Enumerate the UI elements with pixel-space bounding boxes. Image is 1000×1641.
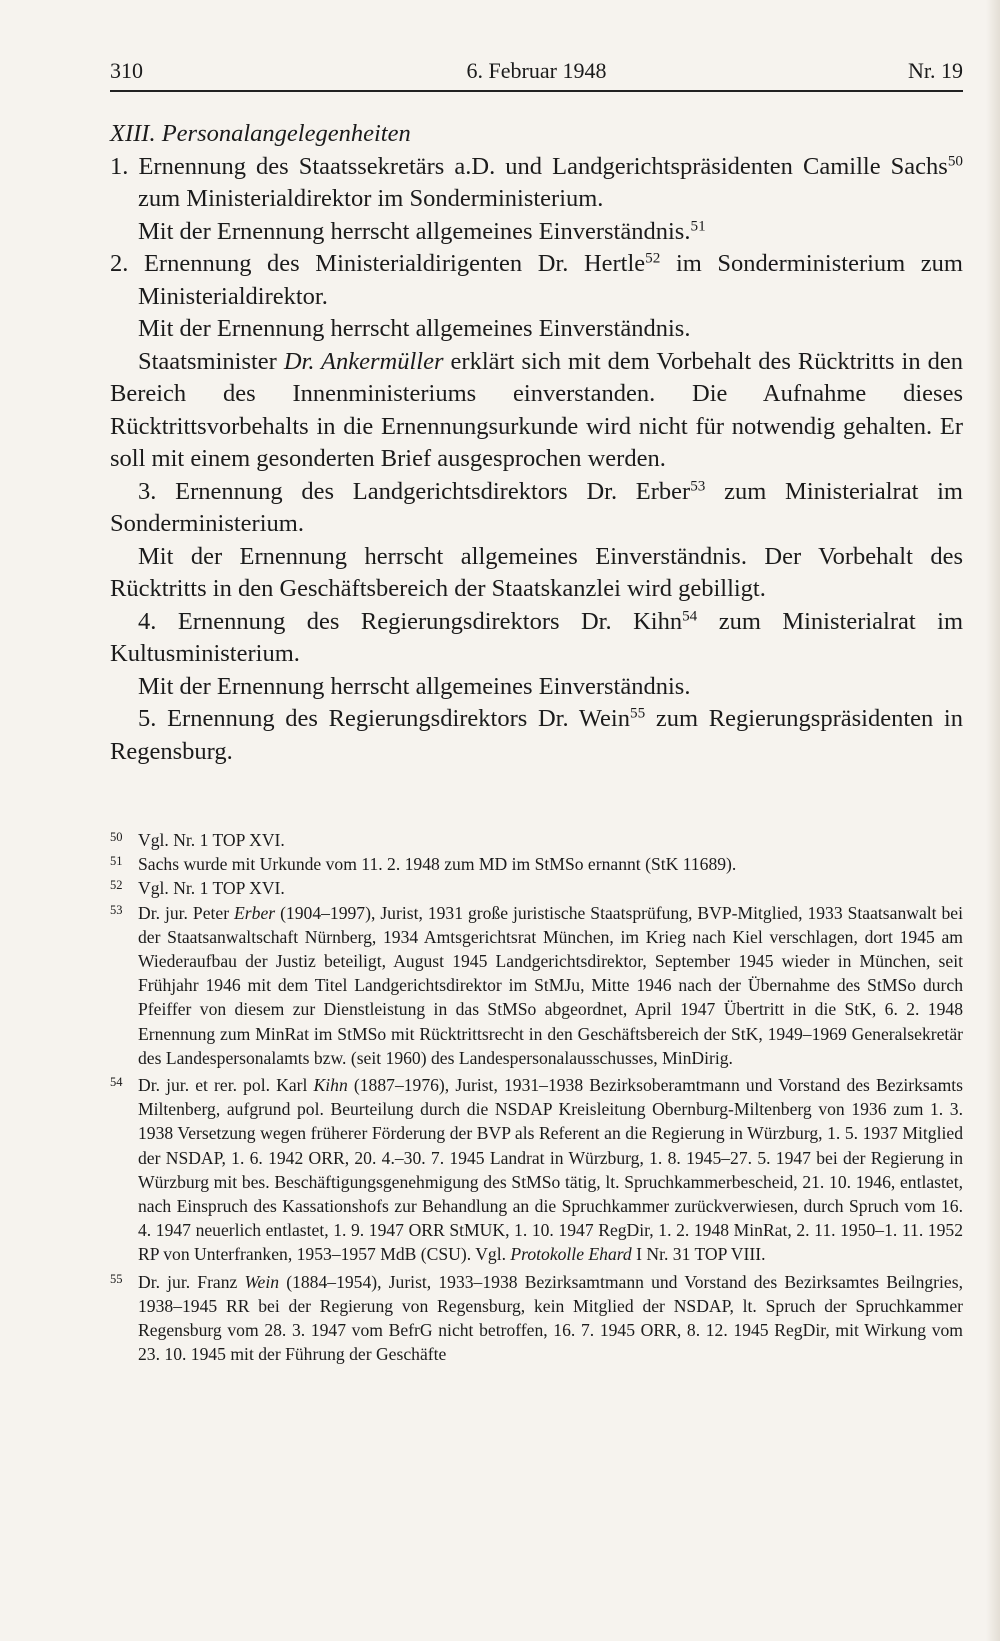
agenda-item-2-result: Mit der Ernennung herrscht allgemeines Einverständnis.: [138, 315, 691, 342]
footnote-54: 54 Dr. jur. et rer. pol. Karl Kihn (1887–1976), Jurist, 1931–1938 Bezirksoberamtmann und Vorstand des Bezirksamts Miltenberg, aufgrund pol. Beurteilung durch die NSDAP Kreisleitung Obernburg-Miltenberg von 1936 zum 1. 3. 1938 Versetzung wegen früherer Förderung der BVP als Referent an die Regierung in Würzburg, 1. 5. 1937 Mitglied der NSDAP, 1. 6. 1942 ORR, 20. 4.–30. 7. 1945 Landrat in Würzburg, 1. 8. 1945–27. 5. 1947 bei der Regierung in Würzburg mit bes. Beschäftigungsgenehmigung des StMSo tätig, lt. Spruchkammerbescheid, 21. 10. 1946, entlastet, nach Einspruch des Kassationshofs zur Behandlung an die Spruchkammer zurückverwiesen, durch Spruch vom 16. 4. 1947 neuerlich entlastet, 1. 9. 1947 ORR StMUK, 1. 10. 1947 RegDir, 1. 2. 1948 MinRat, 2. 11. 1950–1. 11. 1952 RP von Unterfranken, 1953–1957 MdB (CSU). Vgl. Protokolle Ehard I Nr. 31 TOP VIII.: [110, 1075, 963, 1265]
section-title: XIII. Personalangelegenheiten: [110, 120, 411, 147]
footnote-50: 50 Vgl. Nr. 1 TOP XVI.: [110, 830, 285, 850]
page-number: 310: [110, 58, 143, 83]
footnote-51: 51 Sachs wurde mit Urkunde vom 11. 2. 1948 zum MD im StMSo ernannt (StK 11689).: [110, 854, 737, 875]
main-text: [110, 118, 963, 768]
agenda-item-3: 3. Ernennung des Landgerichtsdirektors Dr. Erber$^{53}$ zum Ministerialrat im Sonderministerium.: [110, 477, 963, 537]
footnotes: [110, 828, 963, 1366]
footnote-ref: 53: [690, 477, 706, 495]
footnote-ref: 51: [690, 217, 706, 235]
footnote-52: 52 Vgl. Nr. 1 TOP XVI.: [110, 878, 285, 899]
footnote-ref: 50: [947, 152, 963, 170]
header-date: 6. Februar 1948: [466, 58, 607, 83]
page-edge-shadow: [986, 0, 1000, 1641]
header-rule: [110, 90, 963, 92]
footnote-55: 55 Dr. jur. Franz Wein (1884–1954), Jurist, 1933–1938 Bezirksamtmann und Vorstand des Bezirksamtes Beilngries, 1938–1945 RR bei der Regierung von Regensburg, kein Mitglied der NSDAP, lt. Spruch der Spruchkammer Regensburg vom 28. 3. 1947 vom BefrG nicht betroffen, 16. 7. 1945 ORR, 8. 12. 1945 RegDir, mit Wirkung vom 23. 10. 1945 mit der Führung der Geschäfte: [110, 1271, 963, 1365]
agenda-item-4: 4. Ernennung des Regierungsdirektors Dr. Kihn$^{54}$ zum Ministerialrat im Kultusministerium.: [110, 607, 963, 667]
footnote-53: 53 Dr. jur. Peter Erber (1904–1997), Jurist, 1931 große juristische Staatsprüfung, BVP-Mitglied, 1933 Staatsanwalt bei der Staatsanwaltschaft Nürnberg, 1934 Amtsgerichtsrat München, im Krieg nach Kiel verschlagen, dort 1945 am Wiederaufbau der Justiz beteiligt, August 1945 Landgerichtsdirektor, September 1945 wieder in München, seit Frühjahr 1946 mit dem Titel Landgerichtsdirektor im StMJu, Mitte 1946 nach der Übernahme des StMSo durch Pfeiffer von diesem zur Dienstleistung in das StMSo abgeordnet, April 1947 Übertritt in die StK, 6. 2. 1948 Ernennung zum MinRat im StMSo mit Rücktrittsrecht in den Geschäftsbereich der StK, 1949–1969 Generalsekretär des Landespersonalamts bzw. (seit 1960) des Landespersonalausschusses, MinDirig.: [110, 902, 964, 1068]
agenda-item-1-result: Mit der Ernennung herrscht allgemeines Einverständnis.$^{51}$: [138, 217, 706, 245]
minister-name: Dr. Ankermüller: [283, 347, 444, 375]
agenda-item-2: 2. Ernennung des Ministerialdirigenten Dr. Hertle$^{52}$ im Sonderministerium zum Ministerialdirektor.: [110, 249, 963, 310]
header-issue-number: Nr. 19: [908, 58, 963, 83]
agenda-item-3-result: Mit der Ernennung herrscht allgemeines Einverständnis. Der Vorbehalt des Rücktritts in den Geschäftsbereich der Staatskanzlei wird gebilligt.: [110, 542, 963, 602]
footnote-ref: 55: [629, 704, 646, 722]
agenda-item-4-result: Mit der Ernennung herrscht allgemeines Einverständnis.: [138, 672, 691, 700]
agenda-item-5: 5. Ernennung des Regierungsdirektors Dr. Wein$^{55}$ zum Regierungspräsidenten in Regensburg.: [110, 704, 963, 765]
footnote-ref: 52: [645, 249, 661, 267]
running-header: [110, 56, 963, 94]
agenda-item-1: 1. Ernennung des Staatssekretärs a.D. und Landgerichtspräsidenten Camille Sachs$^{50}$ zum Ministerialdirektor im Sonderministerium.: [110, 152, 963, 212]
footnote-ref: 54: [682, 607, 698, 625]
agenda-item-2-remark: Staatsminister Dr. Ankermüller erklärt sich mit dem Vorbehalt des Rücktritts in den Bereich des Innenministeriums einverstanden. Die Aufnahme dieses Rücktrittsvorbehalts in die Ernennungsurkunde wird nicht für notwendig gehalten. Er soll mit einem gesonderten Brief ausgesprochen werden.: [110, 347, 963, 472]
